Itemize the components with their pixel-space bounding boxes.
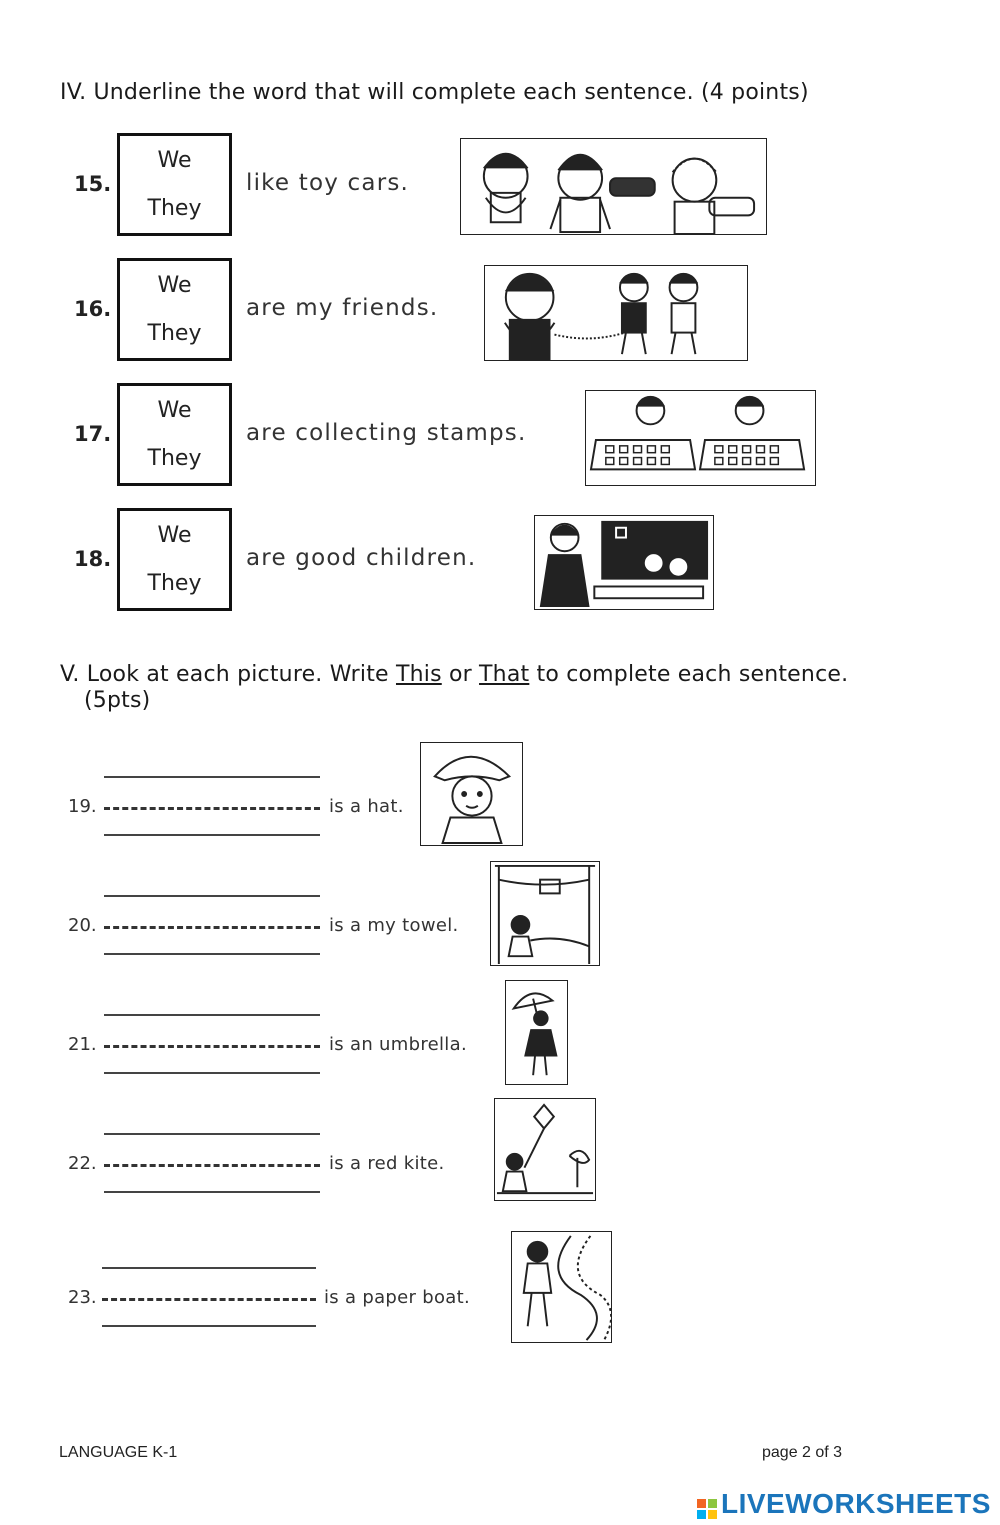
writing-line-answer[interactable] [102,1298,316,1301]
option-we[interactable]: We [157,147,192,173]
brand-logo [697,1488,991,1520]
choice-box [117,383,232,486]
heading-text: V. Look at each picture. Write [60,662,396,687]
footer-subject: LANGUAGE K-1 [59,1444,178,1461]
writing-line-bottom [104,1072,320,1074]
choice-box [117,258,232,361]
writing-line-top [104,776,320,778]
question-number: 16. [74,297,112,321]
option-they[interactable]: They [147,571,202,597]
children-toy-cars-picture [460,138,767,235]
hat-picture [420,742,523,846]
writing-line-bottom [102,1325,316,1327]
choice-box [117,133,232,236]
heading-text: to complete each sentence. [529,662,849,687]
option-we[interactable]: We [157,397,192,423]
sentence-text: is a red kite. [329,1153,445,1174]
good-children-picture [534,515,714,610]
section-5-points: (5pts) [84,688,151,713]
question-number: 21. [68,1034,97,1055]
writing-line-top [104,1133,320,1135]
sentence-text: like toy cars. [246,170,410,196]
sentence-text: are good children. [246,545,477,571]
choice-box [117,508,232,611]
writing-line-answer[interactable] [104,926,320,929]
friends-picture [484,265,748,361]
option-we[interactable]: We [157,272,192,298]
option-they[interactable]: They [147,196,202,222]
page-number: page 2 of 3 [762,1444,843,1461]
umbrella-picture [505,980,568,1085]
section-4-heading: IV. Underline the word that will complete each sentence. (4 points) [60,80,809,105]
towel-picture [490,861,600,966]
sentence-text: is a hat. [329,796,404,817]
sentence-text: are collecting stamps. [246,420,527,446]
writing-line-top [104,895,320,897]
word-this: This [395,662,442,687]
question-number: 20. [68,915,97,936]
writing-line-answer[interactable] [104,1164,320,1167]
paper-boat-picture [511,1231,612,1343]
writing-line-top [102,1267,316,1269]
question-number: 19. [68,796,97,817]
kite-picture [494,1098,596,1201]
option-they[interactable]: They [147,446,202,472]
sentence-text: are my friends. [246,295,439,321]
collecting-stamps-picture [585,390,816,486]
writing-line-bottom [104,953,320,955]
question-number: 15. [74,172,112,196]
writing-line-bottom [104,834,320,836]
sentence-text: is a my towel. [329,915,459,936]
question-number: 17. [74,422,112,446]
heading-text: or [441,662,480,687]
sentence-text: is an umbrella. [329,1034,467,1055]
writing-line-answer[interactable] [104,807,320,810]
option-we[interactable]: We [157,522,192,548]
brand-logo-icon [697,1499,717,1519]
question-number: 22. [68,1153,97,1174]
option-they[interactable]: They [147,321,202,347]
sentence-text: is a paper boat. [324,1287,470,1308]
word-that: That [479,662,530,687]
writing-line-bottom [104,1191,320,1193]
writing-line-top [104,1014,320,1016]
question-number: 23. [68,1287,97,1308]
writing-line-answer[interactable] [104,1045,320,1048]
brand-name: LIVEWORKSHEETS [721,1488,991,1519]
question-number: 18. [74,547,112,571]
section-5-heading [60,662,848,687]
